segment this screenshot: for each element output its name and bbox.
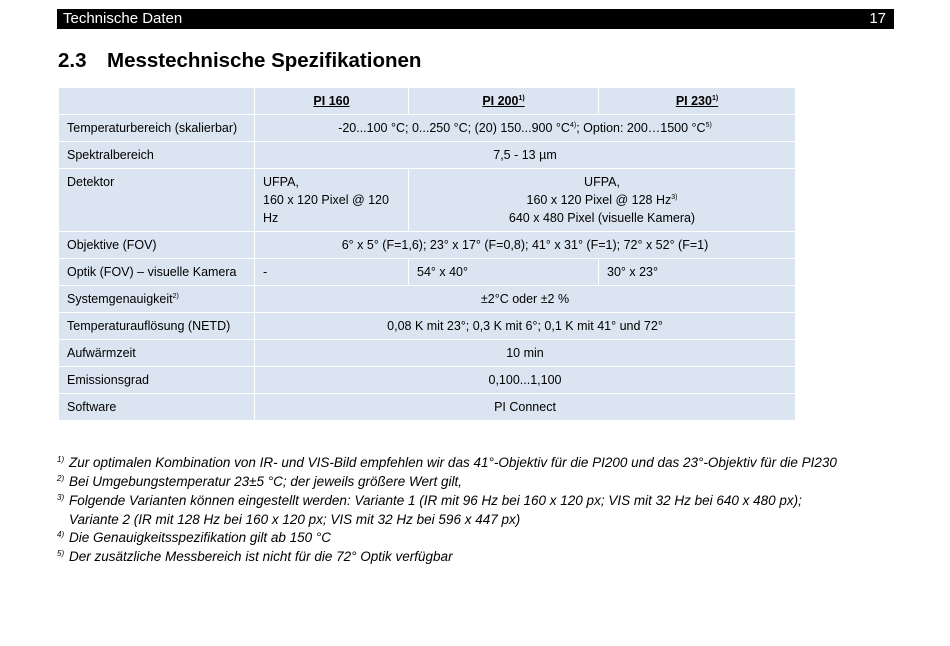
table-row <box>59 115 796 142</box>
header-title: Technische Daten <box>63 10 183 27</box>
spec-table <box>58 87 796 421</box>
optics-pi160-value: - <box>255 259 409 286</box>
section-number: 2.3 <box>58 49 87 72</box>
row-label: Temperaturbereich (skalierbar) <box>59 115 255 142</box>
footnote: $^{3)}$ Folgende Varianten können eingestellt werden: Variante 1 (IR mit 96 Hz bei 160 x 120 px; VIS mit 32 Hz bei 640 x 480 px); <box>57 492 802 508</box>
section-heading <box>58 49 421 73</box>
detector-pi160-value: UFPA, 160 x 120 Pixel @ 120 Hz <box>255 169 409 232</box>
table-row <box>59 232 796 259</box>
table-row <box>59 367 796 394</box>
row-label: Temperaturauflösung (NETD) <box>59 313 255 340</box>
row-label: Software <box>59 394 255 421</box>
row-label: Emissionsgrad <box>59 367 255 394</box>
row-label: Detektor <box>59 169 255 232</box>
row-label: Aufwärmzeit <box>59 340 255 367</box>
column-header-pi200: PI 200$^{1)}$ <box>409 88 599 115</box>
table-row <box>59 340 796 367</box>
table-header-row <box>59 88 796 115</box>
row-value: 0,08 K mit 23°; 0,3 K mit 6°; 0,1 K mit 41° und 72° <box>255 313 796 340</box>
row-label: Optik (FOV) – visuelle Kamera <box>59 259 255 286</box>
row-value: PI Connect <box>255 394 796 421</box>
empty-header-cell <box>59 88 255 115</box>
section-title: Messtechnische Spezifikationen <box>107 49 422 72</box>
table-row <box>59 142 796 169</box>
table-row <box>59 313 796 340</box>
row-label: Spektralbereich <box>59 142 255 169</box>
row-value: 6° x 5° (F=1,6); 23° x 17° (F=0,8); 41° x 31° (F=1); 72° x 52° (F=1) <box>255 232 796 259</box>
row-label: Objektive (FOV) <box>59 232 255 259</box>
row-value: 0,100...1,100 <box>255 367 796 394</box>
page-header <box>57 9 894 29</box>
row-value: -20...100 °C; 0...250 °C; (20) 150...900 $^\circ C^{4)}$; Option: 200…1500 $^\circ C^{5)}$ <box>255 115 796 142</box>
optics-pi200-value: 54° x 40° <box>409 259 599 286</box>
row-value: ±2°C oder ±2 % <box>255 286 796 313</box>
footnote: Variante 2 (IR mit 128 Hz bei 160 x 120 px; VIS mit 32 Hz bei 596 x 447 px) <box>69 512 521 527</box>
footnote: $^{5)}$ Der zusätzliche Messbereich ist nicht für die 72° Optik verfügbar <box>57 548 453 564</box>
column-header-pi230: PI 230$^{1)}$ <box>599 88 796 115</box>
row-value: 10 min <box>255 340 796 367</box>
table-row <box>59 259 796 286</box>
column-header-pi160: PI 160 <box>255 88 409 115</box>
footnote: $^{4)}$ Die Genauigkeitsspezifikation gilt ab 150 °C <box>57 529 332 545</box>
row-value: 7,5 - 13 µm <box>255 142 796 169</box>
table-row <box>59 286 796 313</box>
row-label: Systemgenauigkeit$^{2)}$ <box>59 286 255 313</box>
table-row <box>59 169 796 232</box>
detector-pi200-pi230-value: UFPA, 160 x 120 Pixel @ 128 Hz$^{3)}$ 640 x 480 Pixel (visuelle Kamera) <box>409 169 796 232</box>
footnote: $^{2)}$ Bei Umgebungstemperatur 23±5 °C; der jeweils größere Wert gilt, <box>57 473 462 489</box>
footnote: $^{1)}$ Zur optimalen Kombination von IR- und VIS-Bild empfehlen wir das 41°-Objektiv für die PI200 und das 23°-Objektiv für die PI230 <box>57 454 837 470</box>
page-number: 17 <box>869 10 886 27</box>
table-row <box>59 394 796 421</box>
optics-pi230-value: 30° x 23° <box>599 259 796 286</box>
